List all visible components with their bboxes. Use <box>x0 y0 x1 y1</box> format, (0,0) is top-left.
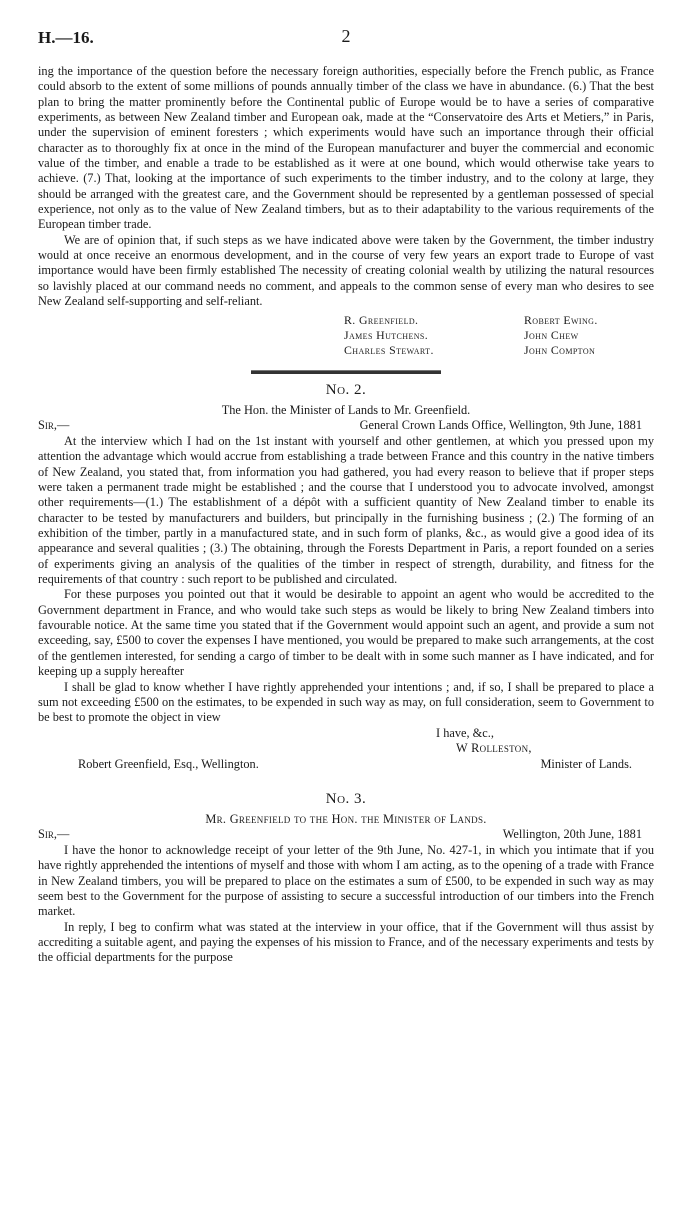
paragraph: In reply, I beg to confirm what was stated at the interview in your office, that if the Government will thus assist by accrediting a suitable agent, and paying the expenses of his mission to France, and of the necessary experiments and tests by the official departments for the purpose <box>38 919 654 965</box>
signatory: Charles Stewart. <box>344 342 434 357</box>
salutation-line <box>38 827 654 843</box>
paragraph: We are of opinion that, if such steps as we have indicated above were taken by the Government, the timber industry would at once receive an enormous development, and in the course of very few years an export trade to Europe of vast importance would have been firmly established The necessity of creating colonial wealth by utilizing the natural resources so lavishly placed at our command needs no comment, and appeals to the common sense of every man who desires to see New Zealand self-supporting and self-reliant. <box>38 232 654 309</box>
dateline: General Crown Lands Office, Wellington, 9th June, 1881 <box>359 418 642 432</box>
paragraph: ing the importance of the question before the necessary foreign authorities, especially before the French public, as France could absorb to the extent of some millions of pounds annually timber of the class we have in abundance. (6.) That the best plan to bring the matter prominently before the Continental public of Europe would be to have a series of comparative experiments, as between New Zealand timber and European oak, made at the “Conservatoire des Arts et Metiers,” in Paris, under the supervision of eminent foresters ; which experiments would have such an importance through their official character as to thoroughly fix at once in the mind of the European manufacturer and buyer the commercial and economic value of the timber, and enable a trade to be established as it were at one bound, which would otherwise take years to achieve. (7.) That, looking at the importance of such experiments to the timber industry, and to the colony at large, they should be arranged with the greatest care, and the Government should be represented by a gentleman possessed of special experience, not only as to the value of New Zealand timbers, but as to their adaptability to the various requirements of the European timber trade. <box>38 64 654 232</box>
paragraph: I have the honor to acknowledge receipt of your letter of the 9th June, No. 427-1, in which you intimate that if you have rightly apprehended the intentions of myself and those with whom I am acting, as to the opening of a trade with France in New Zealand timbers, you will be prepared to place on the estimates a sum of £500, to be expended in such way as may seem best to the Government for the purpose of assisting to secure a successful introduction of our timbers into the French market. <box>38 843 654 919</box>
page-header <box>38 24 654 64</box>
closing-line <box>38 726 654 742</box>
addressee-line <box>38 757 654 773</box>
paragraph: At the interview which I had on the 1st instant with yourself and other gentlemen, at which you pressed upon my attention the advantage which would accrue from establishing a trade between France and this country in the native timbers of New Zealand, you stated that, from information you had gathered, you had every reason to believe that if proper steps were taken a permanent trade might be established ; and the course that I understood you to advocate involved, amongst other requirements—(1.) The establishment of a dépôt with a sufficient quantity of New Zealand timber to enable its character to be tested by manufacturers and builders, but principally in the furnishing business ; (2.) The forming of an exhibition of the timber, partly in a manufactured state, and in such form of planks, &c., as would give a good idea of its appearance and several qualities ; (3.) The obtaining, through the Forests Department in Paris, a report founded on a series of experiments giving an analysis of the qualities of the timber in respect of strength, durability, and fitness for the requirements of that country : such report to be published and circulated. <box>38 434 654 587</box>
signatory: John Compton <box>524 342 596 357</box>
closing: I have, &c., <box>436 725 494 740</box>
addressee: Robert Greenfield, Esq., Wellington. <box>78 756 259 771</box>
document-page <box>38 24 654 966</box>
signatory: John Chew <box>524 327 579 342</box>
signatory: James Hutchens. <box>344 327 429 342</box>
signer-title: Minister of Lands. <box>540 756 632 771</box>
paragraph: I shall be glad to know whether I have rightly apprehended your intentions ; and, if so, I shall be prepared to place a sum not exceeding £500 on the estimates, to be expended in such way as may, on full consideration, seem to Government to be best to promote the object in view <box>38 679 654 725</box>
salutation: Sir,— <box>38 827 70 842</box>
signatory: R. Greenfield. <box>344 312 419 327</box>
paragraph: For these purposes you pointed out that it would be desirable to appoint an agent who would be accredited to the Government department in France, and who would take such steps as would be likely to bring New Zealand timbers into favourable notice. At the same time you stated that if the Government would appoint such an agent, and provide a sum not exceeding, say, £500 to cover the expenses I have mentioned, you would be prepared to make such arrangements, at the cost of the gentlemen interested, for sending a cargo of timber to be dealt with in some such manner as I have indicated, and for keeping up a supply hereafter <box>38 587 654 679</box>
paper-reference: H.—16. <box>38 28 94 47</box>
signatory: Robert Ewing. <box>524 312 598 327</box>
letter-heading: The Hon. the Minister of Lands to Mr. Greenfield. <box>221 402 471 417</box>
salutation: Sir,— <box>38 418 70 432</box>
document-number: No. 2. <box>325 381 367 398</box>
page-number: 2 <box>341 26 351 46</box>
letter-heading: Mr. Greenfield to the Hon. the Minister of Lands. <box>205 811 487 826</box>
signature: W Rolleston, <box>456 741 532 756</box>
section-divider <box>251 370 441 374</box>
signature-line <box>38 741 654 757</box>
document-number: No. 3. <box>325 790 367 807</box>
signatories <box>344 313 654 358</box>
salutation-line <box>38 418 654 434</box>
dateline: Wellington, 20th June, 1881 <box>502 827 642 842</box>
